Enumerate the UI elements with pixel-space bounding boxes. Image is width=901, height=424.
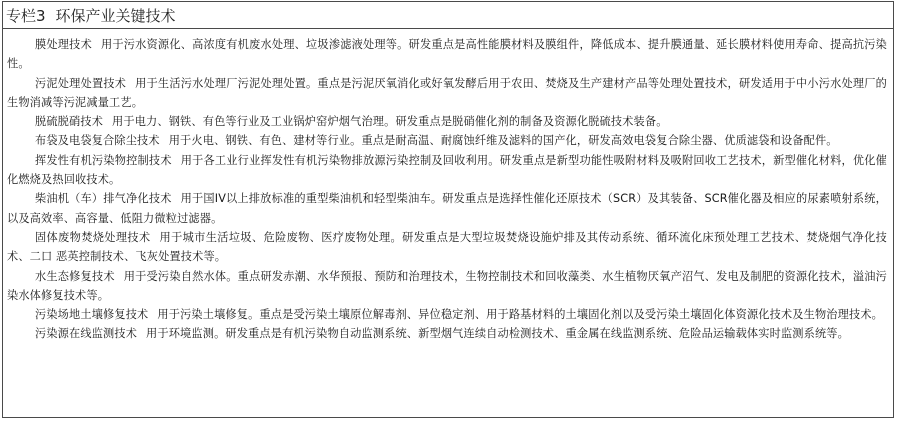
tech-name: 污泥处理处置技术 <box>35 76 127 90</box>
tech-name: 布袋及电袋复合除尘技术 <box>35 134 160 148</box>
tech-item-diesel-exhaust <box>7 189 887 228</box>
tech-item-online-monitoring <box>7 324 887 343</box>
tech-description: 用于污染土壤修复。重点是受污染土壤原位解毒剂、异位稳定剂、用于路基材料的土壤固化剂以及受污染土壤固化体资源化技术及生物治理技术。 <box>157 308 883 322</box>
tech-name: 脱硫脱硝技术 <box>35 115 104 129</box>
tech-item-sludge <box>7 74 887 113</box>
tech-description: 用于污水资源化、高浓度有机废水处理、垃圾渗滤液处理等。研发重点是高性能膜材料及膜组件，降低成本、提升膜通量、延长膜材料使用寿命、提高抗污染性。 <box>7 38 887 71</box>
tech-description: 用于环境监测。研发重点是有机污染物自动监测系统、新型烟气连续自动检测技术、重金属在线监测系统、危险品运输载体实时监测系统等。 <box>146 327 849 341</box>
tech-name: 污染源在线监测技术 <box>35 327 138 341</box>
tech-name: 固体废物焚烧处理技术 <box>35 230 151 244</box>
tech-description: 用于城市生活垃圾、危险废物、医疗废物处理。研发重点是大型垃圾焚烧设施炉排及其传动系统、循环流化床预处理工艺技术、焚烧烟气净化技术、二口 恶英控制技术、飞灰处置技术等。 <box>7 230 887 264</box>
column-label: 专栏3 <box>6 6 46 25</box>
column-header <box>3 2 893 29</box>
tech-name: 挥发性有机污染物控制技术 <box>35 153 172 167</box>
tech-description: 用于火电、钢铁、有色、建材等行业。重点是耐高温、耐腐蚀纤维及滤料的国产化，研发高效电袋复合除尘器、优质滤袋和设备配件。 <box>168 134 838 148</box>
tech-item-voc-control <box>7 151 887 190</box>
tech-item-desulfurization <box>7 112 887 131</box>
tech-description: 用于电力、钢铁、有色等行业及工业锅炉窑炉烟气治理。研发重点是脱硝催化剂的制备及资源化脱硫技术装备。 <box>112 115 668 129</box>
tech-item-membrane <box>7 35 887 74</box>
tech-description: 用于各工业行业挥发性有机污染物排放源污染控制及回收利用。研发重点是新型功能性吸附材料及吸附回收工艺技术，新型催化材料，优化催化燃烧及热回收技术。 <box>7 153 887 187</box>
column-box <box>2 1 894 418</box>
column-title: 环保产业关键技术 <box>55 6 176 25</box>
tech-name: 膜处理技术 <box>35 38 92 51</box>
tech-name: 柴油机（车）排气净化技术 <box>35 192 172 206</box>
tech-item-solid-waste <box>7 228 887 267</box>
tech-item-soil-remediation <box>7 305 887 324</box>
tech-name: 水生态修复技术 <box>35 269 115 283</box>
tech-description: 用于受污染自然水体。重点研发赤潮、水华预报、预防和治理技术，生物控制技术和回收藻类、水生植物厌氧产沼气、发电及制肥的资源化技术，溢油污染水体修复技术等。 <box>7 269 887 302</box>
tech-description: 用于生活污水处理厂污泥处理处置。重点是污泥厌氧消化或好氧发酵后用于农田、焚烧及生产建材产品等处理处置技术，研发适用于中小污水处理厂的生物消减等污泥减量工艺。 <box>7 76 887 109</box>
tech-item-dust-removal <box>7 131 887 150</box>
column-content <box>3 29 893 344</box>
tech-name: 污染场地土壤修复技术 <box>35 308 149 322</box>
tech-item-water-ecology <box>7 267 887 306</box>
tech-description: 用于国IV以上排放标准的重型柴油机和轻型柴油车。研发重点是选择性催化还原技术（SCR）及其装备、SCR催化器及相应的尿素喷射系统，以及高效率、高容量、低阻力微粒过滤器。 <box>7 192 887 225</box>
